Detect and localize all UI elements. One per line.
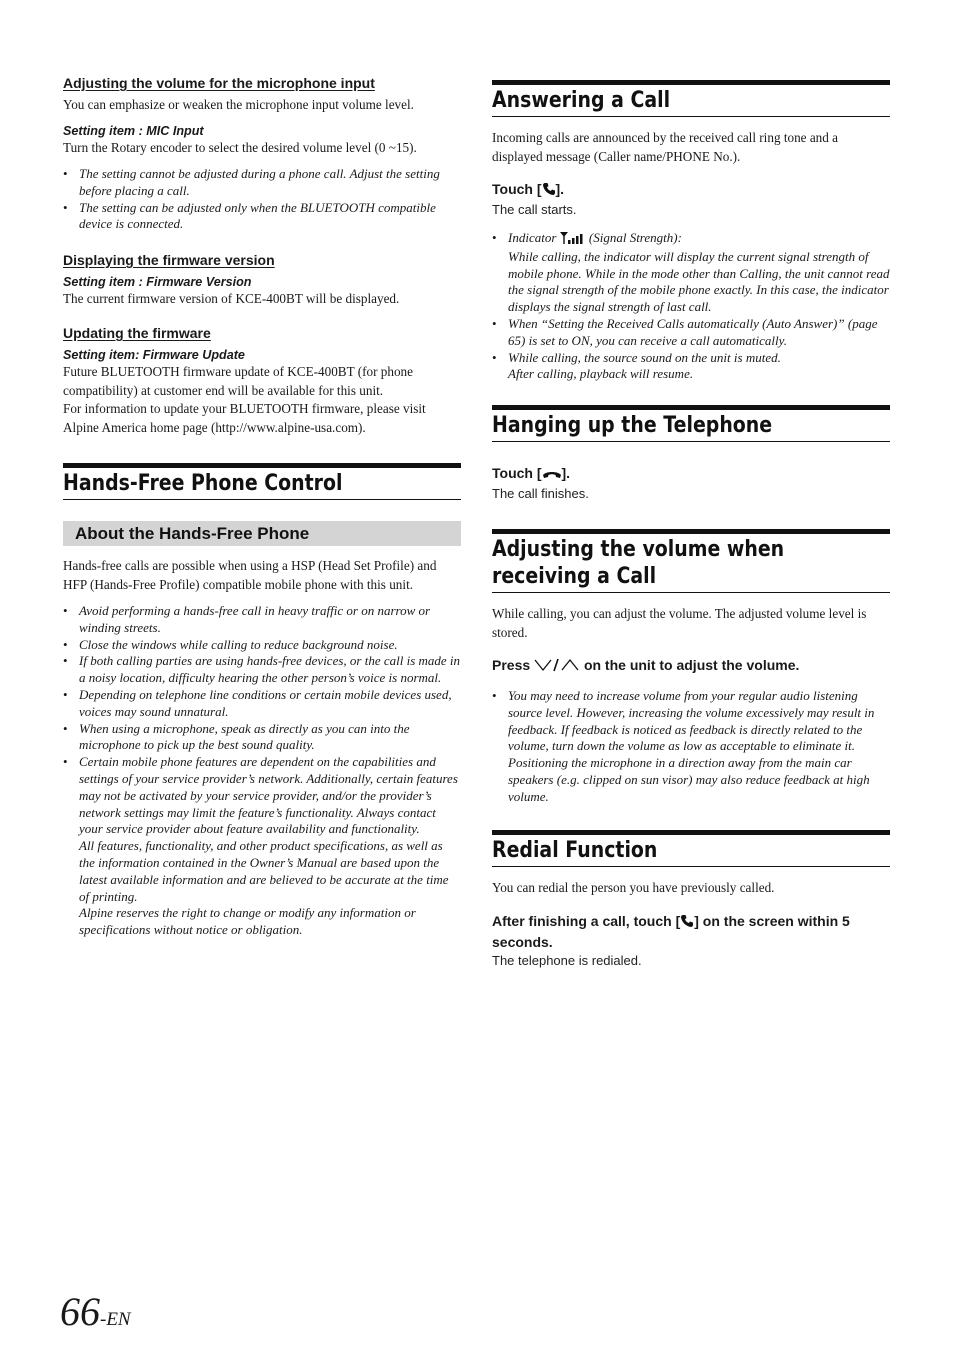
answering-intro: Incoming calls are announced by the received call ring tone and a displayed message (Caller name/PHONE No.).	[492, 130, 839, 164]
firmware-version-desc: The current firmware version of KCE-400BT will be displayed.	[63, 291, 400, 306]
list-item: • When “Setting the Received Calls automatically (Auto Answer)” (page 65) is set to ON, you can receive a call automatically.	[492, 316, 890, 350]
about-hands-free-title: About the Hands-Free Phone	[75, 524, 310, 543]
list-item: • Avoid performing a hands-free call in heavy traffic or on narrow or winding streets.	[63, 603, 461, 637]
answering-section	[492, 80, 890, 383]
answering-title-bar	[492, 80, 890, 117]
list-item: • Depending on telephone line conditions or certain mobile devices used, voices may sound unnatural.	[63, 687, 461, 721]
firmware-update-link-text: For information to update your BLUETOOTH firmware, please visit Alpine America home page (http://www.alpine-usa.com).	[63, 401, 426, 435]
hands-free-notes	[63, 603, 461, 939]
list-item: • If both calling parties are using hands-free devices, or the call is made in a noisy location, difficulty hearing the other person’s voice is normal.	[63, 653, 461, 687]
mic-volume-heading: Adjusting the volume for the microphone input	[63, 75, 375, 91]
answering-result: The call starts.	[492, 202, 577, 217]
hanging-title: Hanging up the Telephone	[492, 413, 773, 438]
mic-notes	[63, 166, 461, 233]
volume-notes	[492, 688, 890, 806]
mic-setting-item: Setting item : MIC Input	[63, 123, 204, 138]
mic-volume-intro: You can emphasize or weaken the microphone input volume level.	[63, 97, 414, 112]
redial-intro: You can redial the person you have previously called.	[492, 880, 775, 895]
list-item-text: Certain mobile phone features are dependent on the capabilities and settings of your service provider’s network. Additionally, certain features may not be activated by your service provider, and/or the provider’s network settings may limit the feature’s functionality. Always contact your service provider about feature availability and functionality.	[79, 754, 458, 837]
list-item-text: (Signal Strength):	[588, 230, 682, 245]
answering-notes	[492, 230, 890, 383]
hands-free-intro: Hands-free calls are possible when using a HSP (Head Set Profile) and HFP (Hands-Free Profile) compatible mobile phone with this unit.	[63, 558, 437, 592]
step-text: Touch [	[492, 181, 542, 197]
step-text: Touch [	[492, 465, 542, 481]
list-item: • Close the windows while calling to reduce background noise.	[63, 637, 461, 654]
redial-title: Redial Function	[492, 838, 658, 863]
list-item-text: While calling, the source sound on the unit is muted.	[508, 349, 781, 365]
redial-step	[492, 912, 890, 952]
hanging-step	[492, 464, 890, 485]
hanging-section	[492, 405, 890, 502]
list-item-extra: Alpine reserves the right to change or modify any information or specifications without notice or obligation.	[79, 905, 416, 938]
volume-title-bar	[492, 529, 890, 593]
list-item-extra: All features, functionality, and other product specifications, as well as the information contained in the Owner’s Manual are based upon the latest available information and are believed to be accurate at the time of printing.	[79, 838, 449, 904]
step-text: ] on the screen within 5 seconds.	[492, 912, 850, 950]
list-item-text: Indicator	[508, 230, 557, 245]
hang-up-icon	[542, 466, 562, 485]
hands-free-title: Hands-Free Phone Control	[63, 471, 343, 496]
mic-setting-desc: Turn the Rotary encoder to select the desired volume level (0 ~15).	[63, 139, 417, 155]
page-number-suffix: -EN	[100, 1309, 131, 1330]
volume-down-up-icon	[534, 658, 580, 677]
step-text: Press	[492, 657, 531, 673]
page-number-value: 66	[60, 1289, 100, 1334]
firmware-version-heading: Displaying the firmware version	[63, 252, 275, 268]
redial-section	[492, 830, 890, 969]
step-text: After finishing a call, touch [	[492, 912, 681, 929]
list-item: • The setting cannot be adjusted during a phone call. Adjust the setting before placing a call.	[63, 166, 461, 200]
firmware-update-section	[63, 325, 461, 437]
step-text: on the unit to adjust the volume.	[583, 657, 800, 673]
volume-intro: While calling, you can adjust the volume. The adjusted volume level is stored.	[492, 606, 867, 640]
hands-free-title-bar	[63, 463, 461, 500]
firmware-version-setting: Setting item : Firmware Version	[63, 275, 252, 289]
list-item	[492, 350, 890, 384]
mic-volume-section	[63, 75, 461, 233]
page-number	[60, 1288, 131, 1335]
firmware-update-heading: Updating the firmware	[63, 325, 211, 341]
firmware-update-desc: Future BLUETOOTH firmware update of KCE-400BT (for phone compatibility) at customer end will be available for this unit.	[63, 364, 414, 398]
step-text: ].	[561, 465, 571, 481]
volume-section	[492, 529, 890, 806]
volume-title: Adjusting the volume when receiving a Call	[492, 537, 785, 589]
answering-title: Answering a Call	[492, 88, 671, 113]
hands-free-section	[63, 463, 461, 939]
list-item	[492, 230, 890, 316]
phone-call-icon	[680, 914, 694, 933]
firmware-update-setting: Setting item: Firmware Update	[63, 348, 245, 362]
redial-title-bar	[492, 830, 890, 867]
answering-step	[492, 180, 890, 201]
phone-call-icon	[542, 182, 556, 201]
volume-step	[492, 656, 890, 677]
redial-result: The telephone is redialed.	[492, 952, 642, 968]
about-hands-free-bar	[63, 521, 461, 546]
list-item-extra: While calling, the indicator will display the current signal strength of mobile phone. While in the mode other than Calling, the unit cannot read the signal strength of the mobile phone exactly. In this case, the indicator displays the signal strength of last call.	[508, 248, 890, 315]
list-item: • The setting can be adjusted only when the BLUETOOTH compatible device is connected.	[63, 200, 461, 234]
list-item-extra: After calling, playback will resume.	[508, 366, 694, 382]
list-item: • You may need to increase volume from your regular audio listening source level. However, increasing the volume excessively may result in feedback. If feedback is noticed as feedback is directly related to the volume, turn down the volume as low as acceptable to eliminate it. Positioning the microphone in a direction away from the main car speakers (e.g. clipped on sun visor) may also reduce feedback at high volume.	[492, 688, 890, 806]
hanging-result: The call finishes.	[492, 486, 589, 501]
list-item: • When using a microphone, speak as directly as you can into the microphone to pick up the best sound quality.	[63, 721, 461, 755]
signal-strength-icon	[560, 232, 586, 249]
firmware-version-section	[63, 252, 461, 309]
step-text: ].	[555, 181, 565, 197]
list-item	[63, 754, 461, 939]
hanging-title-bar	[492, 405, 890, 442]
